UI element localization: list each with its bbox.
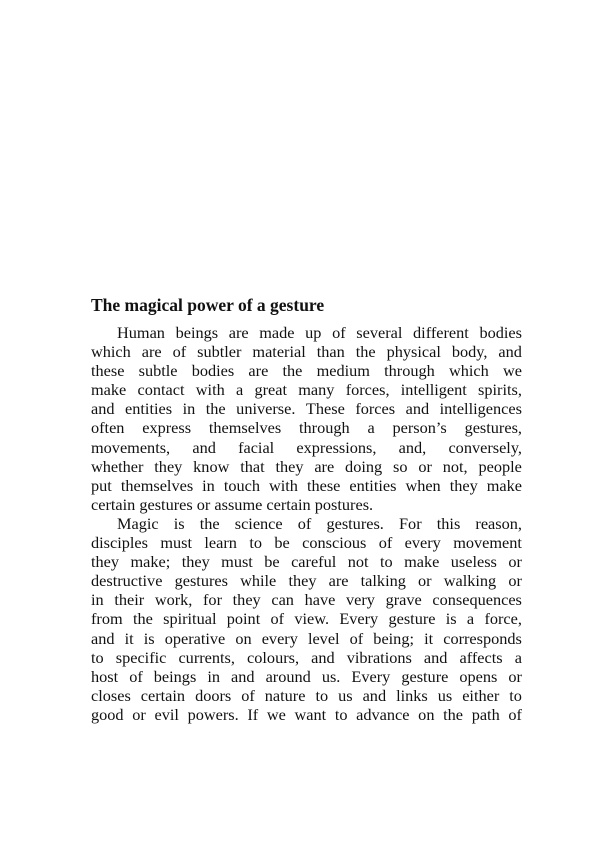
text-block — [91, 295, 522, 724]
text-line: destructive gestures while they are talking or walking or — [91, 571, 522, 591]
text-line: make contact with a great many forces, intelligent spirits, — [91, 380, 522, 400]
paragraph-1 — [91, 323, 522, 514]
text-line: put themselves in touch with these entities when they make — [91, 475, 522, 495]
text-line: to specific currents, colours, and vibrations and affects a — [91, 647, 522, 667]
text-line: in their work, for they can have very grave consequences — [91, 590, 522, 610]
text-line: these subtle bodies are the medium through which we — [91, 361, 522, 381]
text-line: host of beings in and around us. Every gesture opens or — [91, 666, 522, 686]
section-heading: The magical power of a gesture — [91, 295, 325, 315]
text-line: disciples must learn to be conscious of every movement — [91, 533, 522, 553]
text-line: and entities in the universe. These forces and intelligences — [91, 399, 522, 419]
text-line: Human beings are made up of several different bodies — [117, 323, 522, 342]
text-line: whether they know that they are doing so or not, people — [91, 456, 522, 476]
text-line: often express themselves through a person’s gestures, — [91, 418, 522, 438]
text-line: certain gestures or assume certain postures. — [91, 494, 374, 514]
text-line: they make; they must be careful not to make useless or — [91, 552, 522, 572]
text-line: movements, and facial expressions, and, conversely, — [91, 437, 522, 457]
text-line: closes certain doors of nature to us and links us either to — [91, 685, 522, 705]
text-line: and it is operative on every level of being; it corresponds — [91, 628, 522, 648]
text-line: which are of subtler material than the physical body, and — [91, 342, 522, 362]
text-line: Magic is the science of gestures. For this reason, — [117, 513, 522, 533]
text-line: good or evil powers. If we want to advance on the path of — [91, 704, 522, 724]
paragraph-2 — [91, 514, 522, 724]
text-line: from the spiritual point of view. Every gesture is a force, — [91, 609, 522, 629]
